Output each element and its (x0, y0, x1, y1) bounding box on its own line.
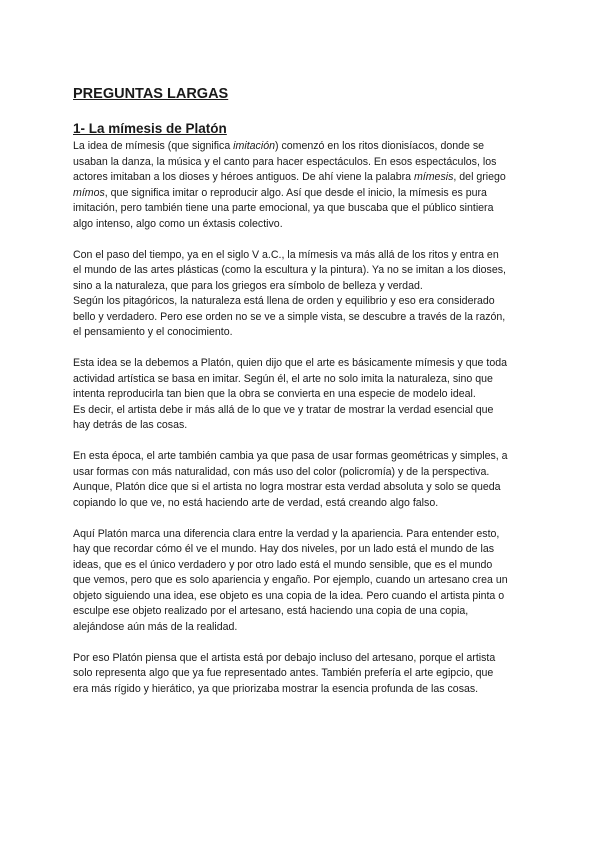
text-line: solo representa algo que ya fue representado antes. También prefería el arte egipcio, que (73, 667, 494, 679)
paragraph-4 (73, 449, 528, 511)
text-line: imitación, pero también tiene una parte emocional, ya que buscaba que el público sintiera (73, 202, 494, 214)
italic-term: imitación (233, 140, 275, 152)
document-title: PREGUNTAS LARGAS (73, 86, 229, 102)
italic-term: mímesis (413, 171, 454, 183)
text-line: usaban la danza, la música y el canto para hacer espectáculos. En esos espectáculos, los (73, 155, 497, 168)
text-line: copiando lo que ve, no está haciendo arte de verdad, está creando algo falso. (73, 496, 439, 509)
text-line: bello y verdadero. Pero ese orden no se ve a simple vista, se descubre a través de la razón, (73, 310, 506, 323)
text-line: ideas, que es el único verdadero y por otro lado está el mundo sensible, que es el mundo (73, 558, 493, 571)
text-line: hay que recordar cómo él ve el mundo. Hay dos niveles, por un lado está el mundo de las (73, 543, 495, 555)
text-line: algo intenso, algo como un éxtasis colectivo. (73, 217, 283, 230)
paragraph-5 (73, 527, 528, 636)
italic-term: mímos (73, 186, 105, 199)
paragraph-2 (73, 248, 528, 341)
text-line: Según los pitagóricos, la naturaleza está llena de orden y equilibrio y eso era considerado (73, 295, 495, 307)
text-line: era más rígido y hierático, ya que priorizaba mostrar la esencia profunda de las cosas. (73, 682, 479, 695)
text-line: Con el paso del tiempo, ya en el siglo V a.C., la mímesis va más allá de los ritos y entra en (73, 248, 499, 261)
paragraph-6 (73, 651, 528, 698)
text-line: esculpe ese objeto realizado por el artesano, está haciendo una copia de una copia, (73, 605, 469, 617)
text-line: Aunque, Platón dice que si el artista no logra mostrar esta verdad absoluta y solo se queda (73, 481, 501, 493)
text-line: Esta idea se la debemos a Platón, quien dijo que el arte es básicamente mímesis y que toda (73, 357, 508, 369)
text-line: actores imitaban a los dioses y héroes antiguos. De ahí viene la palabra mímesis, del griego (73, 171, 506, 183)
text-line: el mundo de las artes plásticas (como la escultura y la pintura). Ya no se imitan a los dioses, (73, 264, 506, 276)
text-line: La idea de mímesis (que significa imitación) comenzó en los ritos dionisíacos, donde se (73, 140, 485, 152)
section-heading: 1- La mímesis de Platón (73, 121, 227, 136)
document-page (73, 84, 528, 713)
text-line: Aquí Platón marca una diferencia clara entre la verdad y la apariencia. Para entender esto, (73, 527, 500, 540)
text-line: Es decir, el artista debe ir más allá de lo que ve y tratar de mostrar la verdad esencial que (73, 403, 494, 416)
text-line: sino a la naturaleza, que para los griegos era símbolo de belleza y verdad. (73, 279, 423, 292)
text-line: hay detrás de las cosas. (73, 419, 188, 431)
text-line: usar formas con más naturalidad, con más uso del color (policromía) y de la perspectiva. (73, 465, 490, 478)
text-line: Por eso Platón piensa que el artista está por debajo incluso del artesano, porque el artista (73, 651, 496, 664)
text-line: objeto siguiendo una idea, ese objeto es una copia de la idea. Pero cuando el artista pinta o (73, 589, 505, 602)
text-line: el pensamiento y el conocimiento. (73, 326, 233, 338)
text-line: alejándose aún más de la realidad. (73, 620, 238, 633)
paragraph-1 (73, 139, 528, 232)
text-line: que vemos, pero que es solo apariencia y engaño. Por ejemplo, cuando un artesano crea un (73, 574, 508, 586)
text-line: En esta época, el arte también cambia ya que pasa de usar formas geométricas y simples, a (73, 450, 508, 462)
paragraph-3 (73, 356, 528, 434)
text-line: actividad artística se basa en imitar. Según él, el arte no solo imita la naturaleza, sino que (73, 372, 493, 385)
text-line: mímos, que significa imitar o reproducir algo. Así que desde el inicio, la mímesis es pura (73, 186, 487, 199)
text-line: intenta reproducirla tan bien que la obra se convierta en una especie de modelo ideal. (73, 388, 476, 400)
